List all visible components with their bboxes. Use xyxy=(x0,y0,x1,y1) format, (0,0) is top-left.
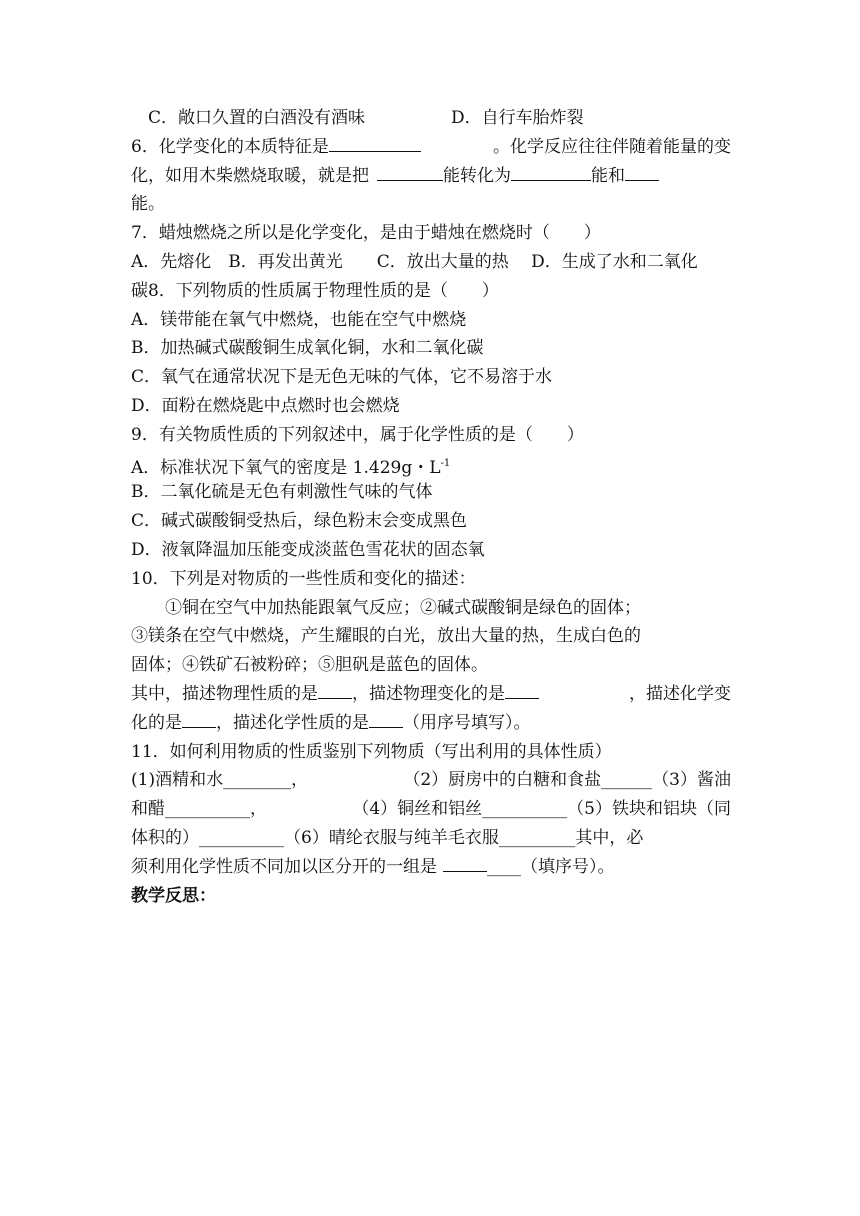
q10-text-2: ，描述物理变化的是 xyxy=(352,683,505,704)
q6-text: 6．化学变化的本质特征是 xyxy=(131,136,329,157)
q9-option-a-text: A．标准状况下氧气的密度是 1.429g・L xyxy=(131,457,441,478)
option-c: C．敞口久置的白酒没有酒味 xyxy=(148,108,366,128)
q10-text-1: 其中，描述物理性质的是 xyxy=(131,683,318,704)
q9-option-d: D．液氧降温加压能变成淡蓝色雪花状的固态氧 xyxy=(131,539,485,560)
q11-final-text-2: ____（填序号）。 xyxy=(487,856,615,877)
q6-text-4: 能转化为 xyxy=(443,165,511,186)
q6-text-3: 化，如用木柴燃烧取暖，就是把 xyxy=(131,165,369,186)
q10-desc-3: 固体；④铁矿石被粉碎；⑤胆矾是蓝色的固体。 xyxy=(131,655,488,676)
q10-blank-1[interactable] xyxy=(318,682,352,699)
q10-blank-3[interactable] xyxy=(182,711,216,728)
q9-option-b: B．二氧化硫是无色有刺激性气味的气体 xyxy=(131,482,433,503)
q10-text-4: 化的是 xyxy=(131,712,182,733)
q9-option-a-superscript: -1 xyxy=(440,457,451,469)
q10-text-6: （用序号填写）。 xyxy=(403,712,531,733)
teaching-reflection-heading: 教学反思： xyxy=(131,885,216,906)
q8-option-c: C．氧气在通常状况下是无色无味的气体，它不易溶于水 xyxy=(131,367,553,388)
q11-item-2-3: （2）厨房中的白糖和食盐______（3）酱油 xyxy=(403,770,731,791)
q11-item-4-5: （4）铜丝和铝丝__________（5）铁块和铝块（同 xyxy=(352,799,731,820)
q6-blank-1[interactable] xyxy=(329,135,421,152)
q6-blank-3[interactable] xyxy=(511,164,591,181)
q10-text-3: ，描述化学变 xyxy=(629,683,731,704)
q6-line3 xyxy=(131,190,731,219)
q6-text-2: 。化学反应往往伴随着能量的变 xyxy=(493,136,731,157)
q7-stem: 7．蜡烛燃烧之所以是化学变化，是由于蜡烛在燃烧时（ ） xyxy=(131,223,601,244)
q11-line1 xyxy=(131,766,731,795)
q11-answer-blank[interactable] xyxy=(443,855,487,872)
q8-option-d: D．面粉在燃烧匙中点燃时也会燃烧 xyxy=(131,395,400,416)
q11-line4 xyxy=(131,853,731,882)
q7-options: A．先熔化 B．再发出黄光 C．放出大量的热 D．生成了水和二氧化 xyxy=(131,251,698,272)
q10-text-5: ，描述化学性质的是 xyxy=(216,712,369,733)
q10-desc-1: ①铜在空气中加热能跟氧气反应；②碱式碳酸铜是绿色的固体； xyxy=(165,597,641,618)
q6-text-5: 能和 xyxy=(591,165,625,186)
q8-option-a: A．镁带能在氧气中燃烧，也能在空气中燃烧 xyxy=(131,309,467,330)
q6-line2 xyxy=(131,162,731,191)
option-d: D．自行车胎炸裂 xyxy=(451,108,584,128)
q11-stem: 11．如何利用物质的性质鉴别下列物质（写出利用的具体性质） xyxy=(131,741,612,762)
q10-blank-2[interactable] xyxy=(505,682,539,699)
q5-options-cd xyxy=(131,104,731,133)
q6-text-6: 能。 xyxy=(131,194,165,215)
q11-line2 xyxy=(131,795,731,824)
q10-question-2 xyxy=(131,709,731,738)
q9-option-a xyxy=(131,450,731,479)
q6-blank-4[interactable] xyxy=(625,164,659,181)
q11-item-1: (1)酒精和水________， xyxy=(131,770,309,791)
q6-line1 xyxy=(131,133,731,162)
q10-question-1 xyxy=(131,680,731,709)
q8-stem: 碳8．下列物质的性质属于物理性质的是（ ） xyxy=(131,280,499,301)
q11-line3: 体积的）__________（6）晴纶衣服与纯羊毛衣服_________其中，必 xyxy=(131,827,644,848)
q8-option-b: B．加热碱式碳酸铜生成氧化铜，水和二氧化碳 xyxy=(131,338,484,359)
q10-desc-2: ③镁条在空气中燃烧，产生耀眼的白光，放出大量的热，生成白色的 xyxy=(131,626,641,647)
q10-stem: 10．下列是对物质的一些性质和变化的描述： xyxy=(131,568,476,589)
q11-item-3-end: 和醋__________， xyxy=(131,799,267,820)
q10-blank-4[interactable] xyxy=(369,711,403,728)
q9-stem: 9．有关物质性质的下列叙述中，属于化学性质的是（ ） xyxy=(131,424,584,445)
q11-final-text: 须利用化学性质不同加以区分开的一组是 xyxy=(131,856,437,877)
q6-blank-2[interactable] xyxy=(377,164,443,181)
q9-option-c: C．碱式碳酸铜受热后，绿色粉末会变成黑色 xyxy=(131,511,468,532)
document-body xyxy=(131,104,731,910)
